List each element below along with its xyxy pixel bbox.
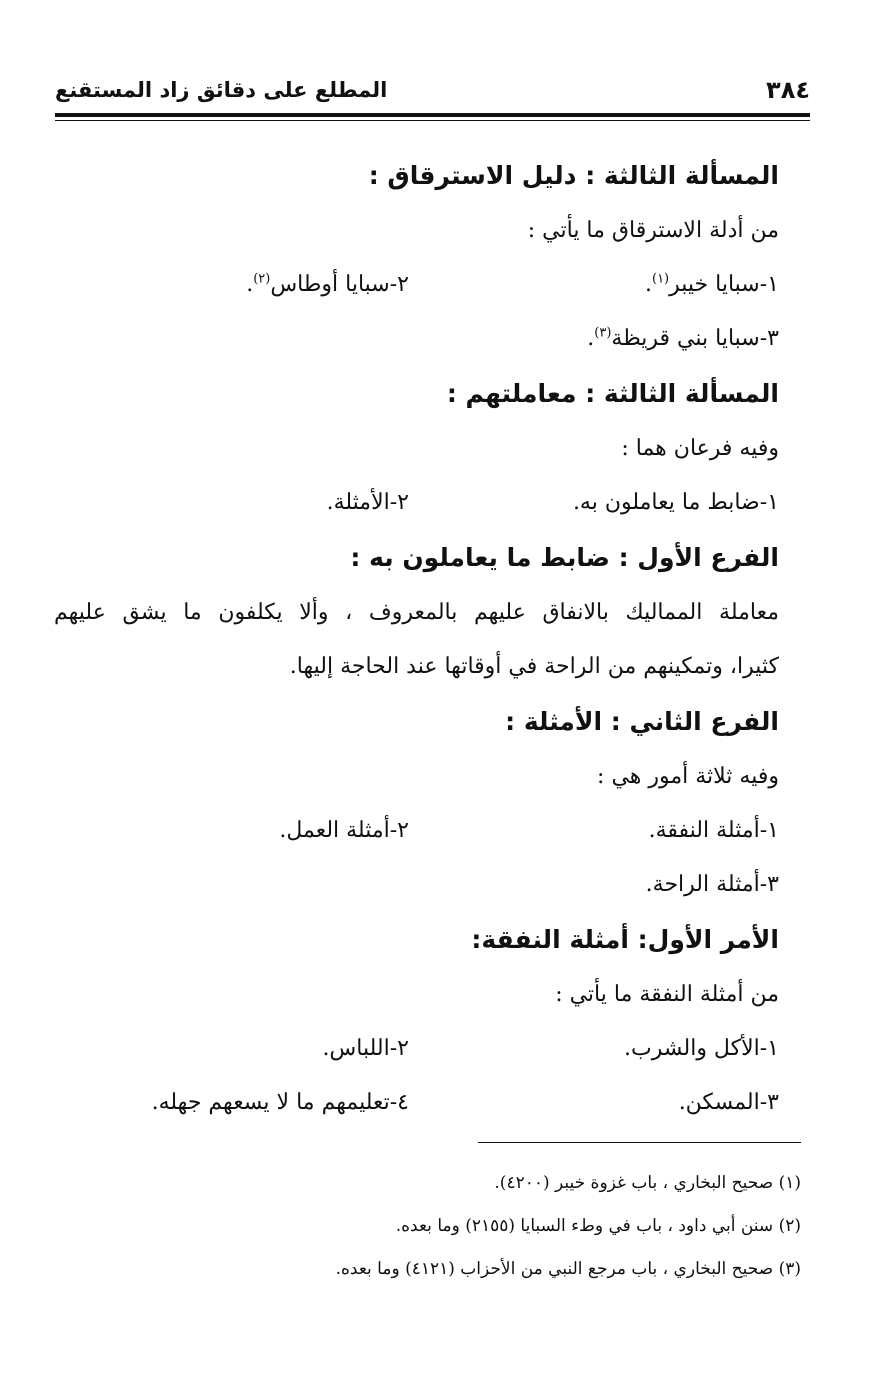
list-row — [54, 804, 779, 858]
section-heading: الفرع الثاني : الأمثلة : — [505, 707, 779, 736]
list-item: ٣-سبايا بني قريظة$^{(٣)}$. — [587, 325, 779, 351]
footnote: (٢) سنن أبي داود ، باب في وطء السبايا (٢١٥٥) وما بعده. — [395, 1216, 801, 1236]
list-item: ١-سبايا خيبر$^{(١)}$. — [644, 271, 779, 297]
list-item: ٢-الأمثلة. — [326, 490, 409, 515]
list-item: ١-أمثلة النفقة. — [648, 818, 779, 843]
list-item: ٢-اللباس. — [322, 1036, 409, 1061]
section-intro: وفيه ثلاثة أمور هي : — [597, 764, 779, 789]
list-item: ٤-تعليمهم ما لا يسعهم جهله. — [151, 1090, 409, 1115]
list-item: ٢-سبايا أوطاس$^{(٢)}$. — [246, 271, 409, 297]
section-intro: وفيه فرعان هما : — [621, 436, 779, 461]
footnote: (١) صحيح البخاري ، باب غزوة خيبر (٤٢٠٠). — [494, 1173, 801, 1193]
paragraph-line: كثيرا، وتمكينهم من الراحة في أوقاتها عند الحاجة إليها. — [289, 654, 779, 679]
section-intro: من أمثلة النفقة ما يأتي : — [555, 982, 779, 1007]
list-item: ٢-أمثلة العمل. — [279, 818, 409, 843]
section-intro: من أدلة الاسترقاق ما يأتي : — [527, 218, 779, 243]
list-row — [54, 1076, 779, 1130]
footnotes — [61, 1162, 801, 1291]
list-row — [54, 258, 779, 312]
list-item: ٣-المسكن. — [678, 1090, 779, 1115]
list-row — [54, 312, 779, 366]
list-item: ٣-أمثلة الراحة. — [645, 872, 779, 897]
list-row — [54, 1022, 779, 1076]
footnote: (٣) صحيح البخاري ، باب مرجع النبي من الأحزاب (٤١٢١) وما بعده. — [335, 1259, 801, 1279]
footnote-separator — [478, 1142, 801, 1143]
list-row — [54, 476, 779, 530]
section-heading: المسألة الثالثة : معاملتهم : — [446, 379, 779, 408]
list-row — [54, 858, 779, 912]
section-heading: الفرع الأول : ضابط ما يعاملون به : — [350, 543, 779, 572]
section-heading: المسألة الثالثة : دليل الاسترقاق : — [368, 161, 779, 190]
list-item: ١-ضابط ما يعاملون به. — [572, 490, 779, 515]
section-heading: الأمر الأول: أمثلة النفقة: — [471, 925, 779, 954]
paragraph-line: معاملة المماليك بالانفاق عليهم بالمعروف ، وألا يكلفون ما يشق عليهم — [54, 600, 779, 625]
header-rule-thin — [55, 120, 810, 121]
list-item: ١-الأكل والشرب. — [624, 1036, 779, 1061]
page-number: ٣٨٤ — [766, 76, 810, 104]
header-rule-thick — [55, 113, 810, 117]
footnote-ref[interactable]: (٢) — [253, 271, 271, 287]
footnote-ref[interactable]: (٣) — [594, 325, 612, 341]
footnote-ref[interactable]: (١) — [651, 271, 670, 287]
page-header — [55, 70, 810, 110]
running-title: المطلع على دقائق زاد المستقنع — [55, 78, 388, 102]
page-body — [54, 148, 779, 1130]
